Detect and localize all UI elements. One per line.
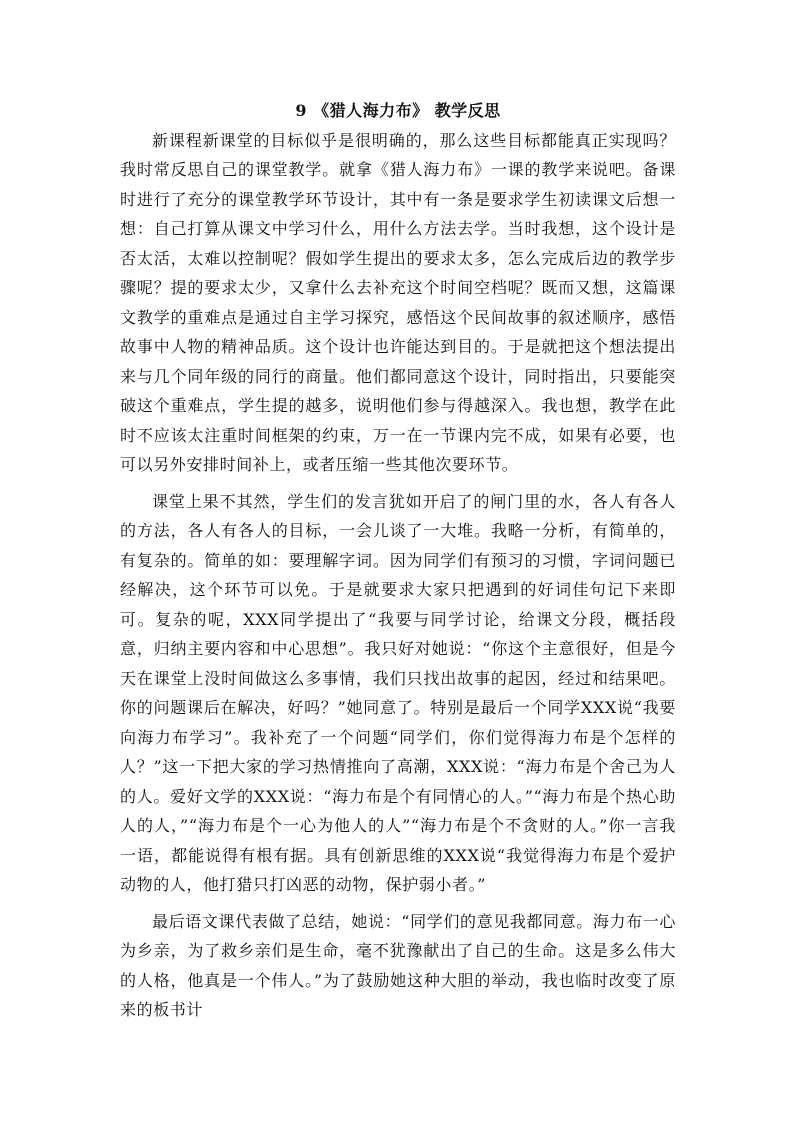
paragraph-2: 课堂上果不其然，学生们的发言犹如开启了的闸门里的水，各人有各人的方法，各人有各人的目标，一会儿谈了一大堆。我略一分析，有简单的，有复杂的。简单的如：要理解字词。因为同学们有预习的习惯，字词问题已经解决，这个环节可以免。于是就要求大家只把遇到的好词佳句记下来即可。复杂的呢，XXX同学提出了“我要与同学讨论，给课文分段，概括段意，归纳主要内容和中心思想”。我只好对她说：“你这个主意很好，但是今天在课堂上没时间做这么多事情，我们只找出故事的起因，经过和结果吧。你的问题课后在解决，好吗？”她同意了。特别是最后一个同学XXX说“我要向海力布学习”。我补充了一个问题“同学们，你们觉得海力布是个怎样的人？”这一下把大家的学习热情推向了高潮，XXX说：“海力布是个舍己为人的人。爱好文学的XXX说：“海力布是个有同情心的人。”“海力布是个热心助人的人，”“海力布是个一心为他人的人”“海力布是个不贪财的人。”你一言我一语，都能说得有根有据。具有创新思维的XXX说“我觉得海力布是个爱护动物的人，他打猎只打凶恶的动物，保护弱小者。”	[120, 491, 676, 894]
document-title: 9 《猎人海力布》 教学反思	[295, 101, 501, 120]
paragraph-3: 最后语文课代表做了总结，她说：“同学们的意见我都同意。海力布一心为乡亲，为了救乡亲们是生命，毫不犹豫献出了自己的生命。这是多么伟大的人格，他真是一个伟人。”为了鼓励她这种大胆的举动，我也临时改变了原来的板书计	[120, 911, 676, 1019]
paragraph-1: 新课程新课堂的目标似乎是很明确的，那么这些目标都能真正实现吗？我时常反思自己的课堂教学。就拿《猎人海力布》一课的教学来说吧。备课时进行了充分的课堂教学环节设计，其中有一条是要求学生初读课文后想一想：自己打算从课文中学习什么，用什么方法去学。当时我想，这个设计是否太活，太难以控制呢？假如学生提出的要求太多，怎么完成后边的教学步骤呢？提的要求太少，又拿什么去补充这个时间空档呢？既而又想，这篇课文教学的重难点是通过自主学习探究，感悟这个民间故事的叙述顺序，感悟故事中人物的精神品质。这个设计也许能达到目的。于是就把这个想法提出来与几个同年级的同行的商量。他们都同意这个设计，同时指出，只要能突破这个重难点，学生提的越多，说明他们参与得越深入。我也想，教学在此时不应该太注重时间框架的约束，万一在一节课内完不成，如果有必要，也可以另外安排时间补上，或者压缩一些其他次要环节。	[120, 130, 676, 474]
document-body	[120, 96, 676, 1032]
